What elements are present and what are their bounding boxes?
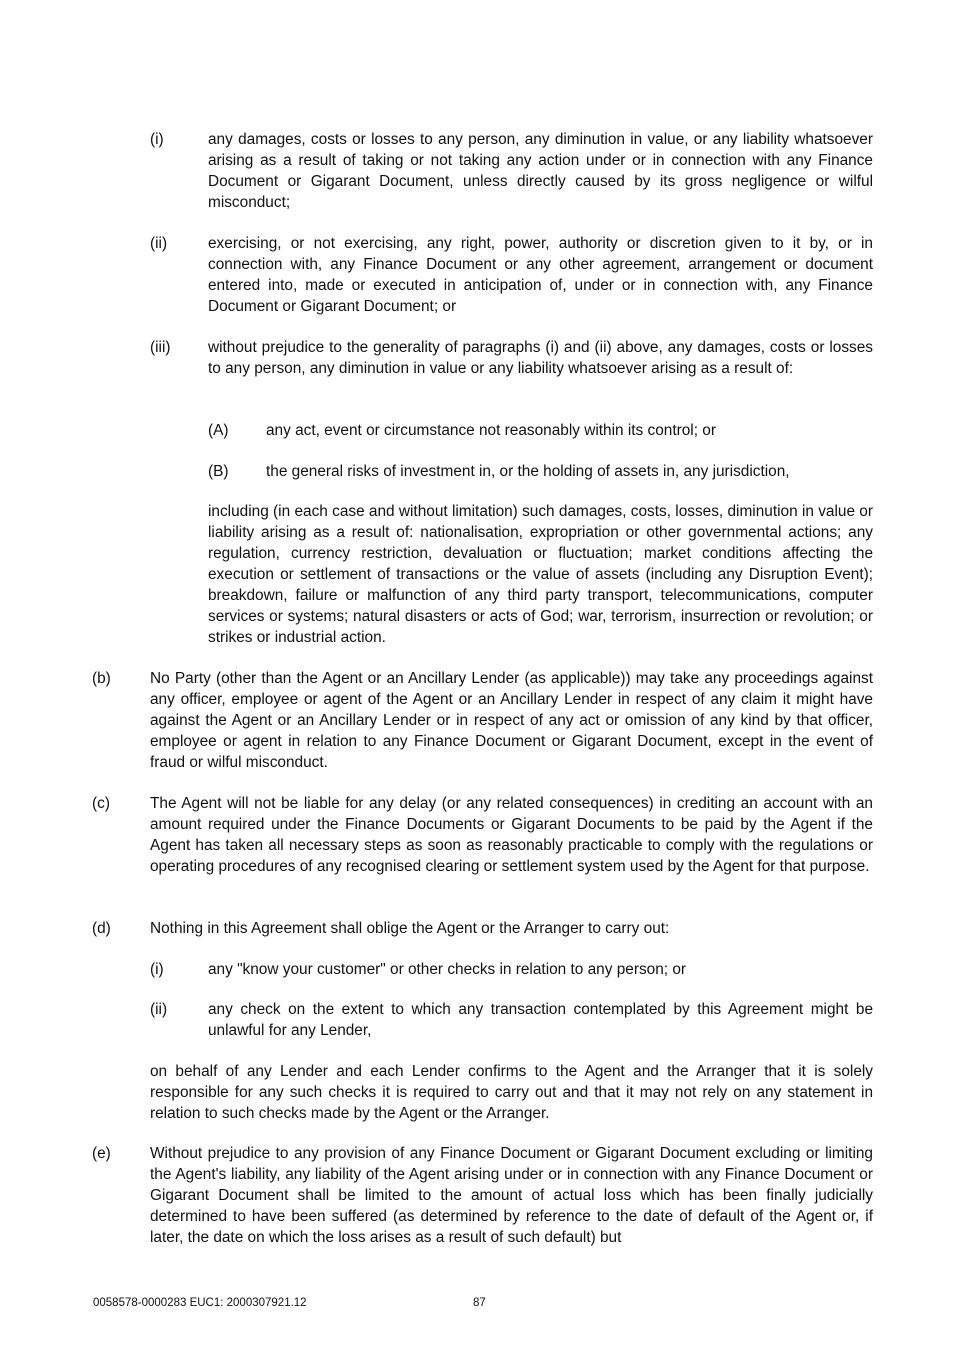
sub-item-text-iii: without prejudice to the generality of paragraphs (i) and (ii) above, any damages, costs or losses to any person, any diminution in value or any liability whatsoever arising as a result of: — [208, 339, 873, 377]
sub-item-label-ii: (ii) — [150, 235, 168, 252]
d-item-text-ii: any check on the extent to which any transaction contemplated by this Agreement might be unlawful for any Lender, — [208, 1001, 873, 1039]
paragraph-text-c: The Agent will not be liable for any delay (or any related consequences) in crediting an account with an amount required under the Finance Documents or Gigarant Documents to be paid by the Agent if the Agent has taken all necessary steps as soon as reasonably practicable to comply with the regulations or operating procedures of any recognised clearing or settlement system used by the Agent for that purpose. — [150, 795, 873, 875]
paragraph-text-e: Without prejudice to any provision of any Finance Document or Gigarant Document excluding or limiting the Agent's liability, any liability of the Agent arising under or in connection with any Finance Document or Gigarant Document shall be limited to the amount of actual loss which has been finally judicially determined to have been suffered (as determined by reference to the date of default of the Agent or, if later, the date on which the loss arises as a result of such default) but — [150, 1145, 873, 1246]
sub-sub-item-label-a: (A) — [208, 422, 229, 439]
including-paragraph: including (in each case and without limitation) such damages, costs, losses, diminution in value or liability arising as a result of: nationalisation, expropriation or other governmental actions; any regulation, currency restriction, devaluation or fluctuation; market conditions affecting the execution or settlement of transactions or the value of assets (including any Disruption Event); breakdown, failure or malfunction of any third party transport, telecommunications, computer services or systems; natural disasters or acts of God; war, terrorism, insurrection or revolution; or strikes or industrial action. — [208, 503, 873, 646]
paragraph-label-b: (b) — [92, 670, 111, 687]
paragraph-label-c: (c) — [92, 795, 110, 812]
d-item-text-i: any "know your customer" or other checks in relation to any person; or — [208, 961, 687, 978]
footer-document-reference: 0058578-0000283 EUC1: 2000307921.12 — [93, 1297, 307, 1309]
d-conclusion-paragraph: on behalf of any Lender and each Lender confirms to the Agent and the Arranger that it is solely responsible for any such checks it is required to carry out and that it may not rely on any statement in relation to such checks made by the Agent or the Arranger. — [150, 1063, 873, 1122]
sub-sub-item-text-b: the general risks of investment in, or the holding of assets in, any jurisdiction, — [266, 463, 790, 480]
d-item-label-i: (i) — [150, 961, 164, 978]
sub-item-label-i: (i) — [150, 131, 164, 148]
paragraph-text-d: Nothing in this Agreement shall oblige the Agent or the Arranger to carry out: — [150, 920, 670, 937]
sub-item-text-i: any damages, costs or losses to any person, any diminution in value, or any liability whatsoever arising as a result of taking or not taking any action under or in connection with any Finance Document or Gigarant Document, unless directly caused by its gross negligence or wilful misconduct; — [208, 131, 873, 211]
paragraph-label-e: (e) — [92, 1145, 111, 1162]
footer-page-number: 87 — [473, 1297, 486, 1309]
sub-item-label-iii: (iii) — [150, 339, 171, 356]
sub-item-text-ii: exercising, or not exercising, any right, power, authority or discretion given to it by, or in connection with, any Finance Document or any other agreement, arrangement or document entered into, made or executed in anticipation of, under or in connection with, any Finance Document or Gigarant Document; or — [208, 235, 873, 315]
paragraph-label-d: (d) — [92, 920, 111, 937]
d-item-label-ii: (ii) — [150, 1001, 168, 1018]
paragraph-text-b: No Party (other than the Agent or an Ancillary Lender (as applicable)) may take any proceedings against any officer, employee or agent of the Agent or an Ancillary Lender in respect of any claim it might have against the Agent or an Ancillary Lender or in respect of any act or omission of any kind by that officer, employee or agent in relation to any Finance Document or Gigarant Document, except in the event of fraud or wilful misconduct. — [150, 670, 873, 771]
sub-sub-item-text-a: any act, event or circumstance not reasonably within its control; or — [266, 422, 716, 439]
sub-sub-item-label-b: (B) — [208, 463, 229, 480]
